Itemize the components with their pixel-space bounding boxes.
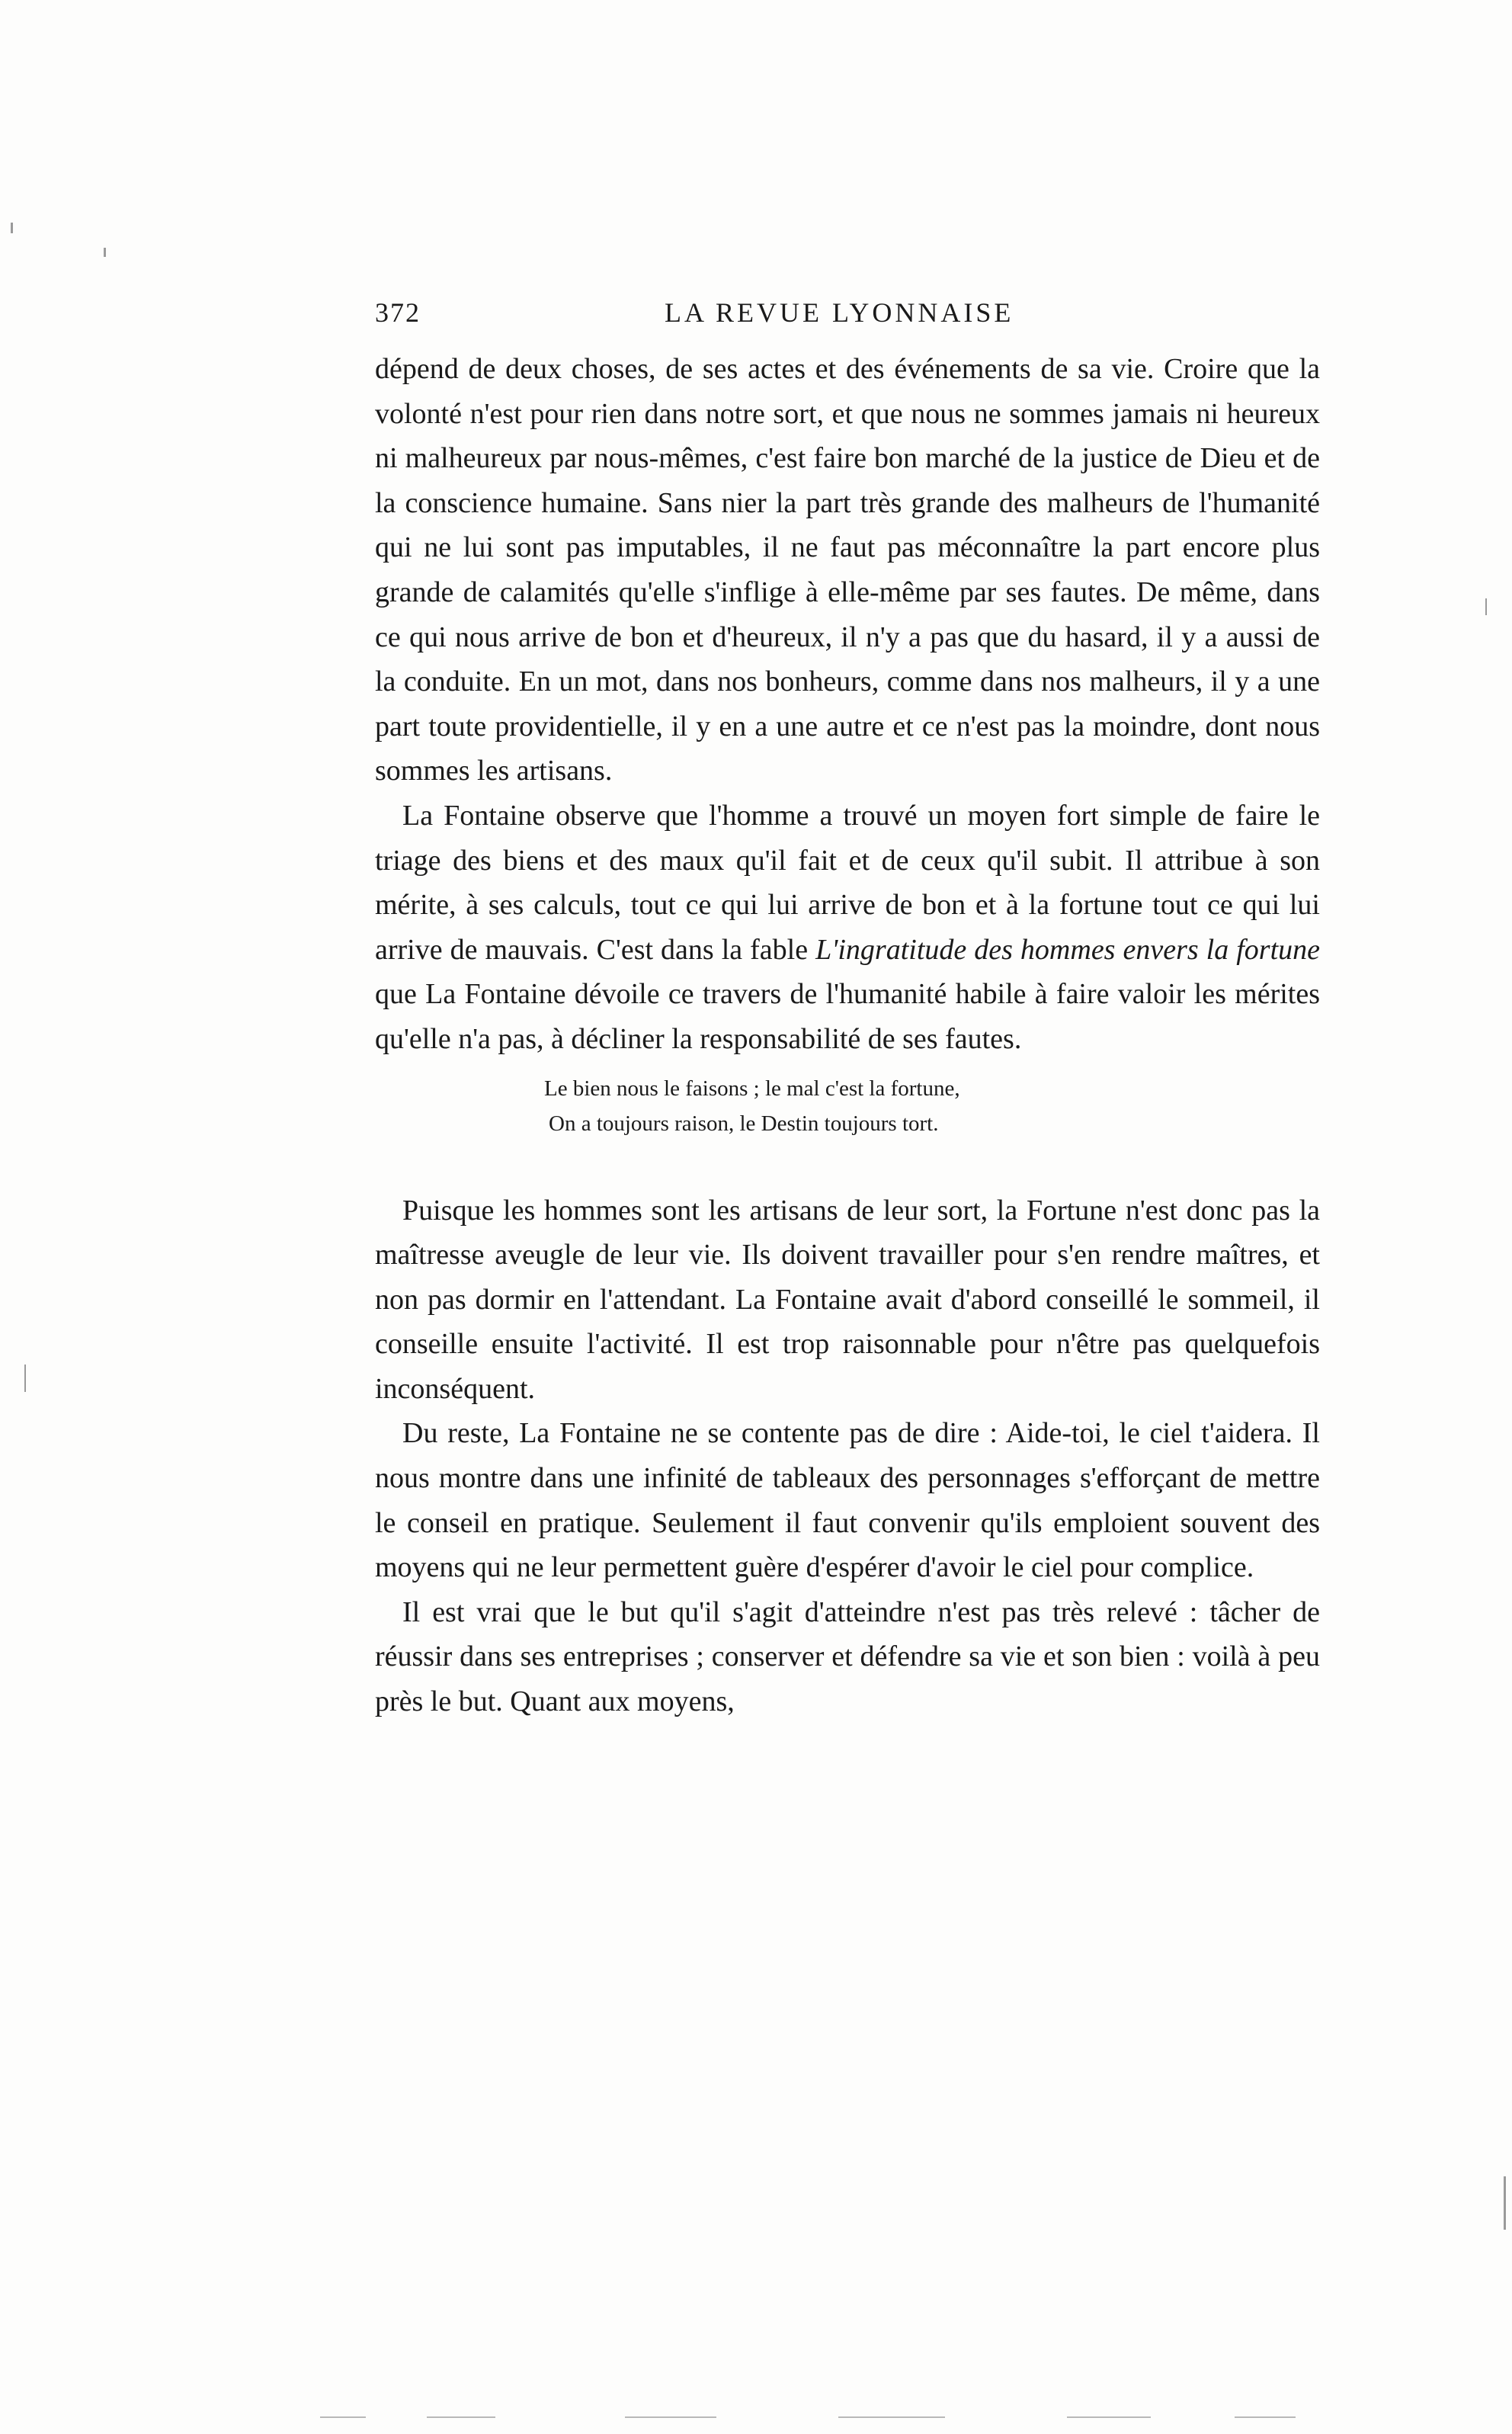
paragraph-4: Du reste, La Fontaine ne se contente pas de dire : Aide-toi, le ciel t'aidera. Il nous montre dans une infinité de tableaux des personnages s'efforçant de mettre le conseil en pratique. Seulement il faut convenir qu'ils emploient souvent des moyens qui ne leur permettent guère d'espérer d'avoir le ciel pour complice. [375, 1417, 1320, 1584]
scan-dash-6 [1235, 2416, 1296, 2418]
paragraph-2 [375, 794, 1320, 1062]
fable-title: L'ingratitude des hommes envers la fortune [815, 933, 1321, 966]
article-body [375, 347, 1320, 1724]
scan-mark-left-1 [11, 223, 13, 233]
verse-line-1: Le bien nous le faisons ; le mal c'est la fortune, [544, 1076, 960, 1101]
paragraph-3: Puisque les hommes sont les artisans de leur sort, la Fortune n'est donc pas la maîtresse aveugle de leur vie. Ils doivent travailler pour s'en rendre maîtres, et non pas dormir en l'attendant. La Fontaine avait d'abord conseillé le sommeil, il conseille ensuite l'activité. Il est trop raisonnable pour n'être pas quelquefois inconséquent. [375, 1194, 1320, 1405]
scan-dash-1 [320, 2416, 366, 2418]
verse-line-2: On a toujours raison, le Destin toujours tort. [549, 1111, 939, 1136]
scan-mark-right-1 [1485, 598, 1487, 615]
paragraph-5: Il est vrai que le but qu'il s'agit d'atteindre n'est pas très relevé : tâcher de réussir dans ses entreprises ; conserver et défendre sa vie et son bien : voilà à peu près le but. Quant aux moyens, [375, 1595, 1320, 1718]
verse-quote [375, 1071, 1320, 1141]
scan-dash-3 [625, 2416, 716, 2418]
page-header [375, 293, 1320, 332]
page-number: 372 [375, 297, 421, 328]
scan-dash-4 [838, 2416, 945, 2418]
scan-mark-right-2 [1504, 2176, 1506, 2230]
paragraph-1: dépend de deux choses, de ses actes et des événements de sa vie. Croire que la volonté n'est pour rien dans notre sort, et que nous ne sommes jamais ni heureux ni malheureux par nous-mêmes, c'est faire bon marché de la justice de Dieu et de la conscience humaine. Sans nier la part très grande des malheurs de l'humanité qui ne lui sont pas imputables, il ne faut pas méconnaître la part encore plus grande de calamités qu'elle s'inflige à elle-même par ses fautes. De même, dans ce qui nous arrive de bon et d'heureux, il n'y a pas que du hasard, il y a aussi de la conduite. En un mot, dans nos bonheurs, comme dans nos malheurs, il y a une part toute providentielle, il y en a une autre et ce n'est pas la moindre, dont nous sommes les artisans. [375, 353, 1320, 787]
paragraph-2-continuation: que La Fontaine dévoile ce travers de l'humanité habile à faire valoir les mérites qu'elle n'a pas, à décliner la responsabilité de ses fautes. [375, 978, 1320, 1055]
paragraph-2-text: La Fontaine observe que l'homme a trouvé un moyen fort simple de faire le triage des biens et des maux qu'il fait et de ceux qu'il subit. Il attribue à son mérite, à ses calculs, tout ce qui lui arrive de bon et à la fortune tout ce qui lui arrive de mauvais. C'est dans la fable [375, 799, 1320, 966]
running-title: LA REVUE LYONNAISE [665, 297, 1014, 328]
scan-dash-2 [427, 2416, 495, 2418]
scan-mark-left-2 [104, 248, 106, 257]
scan-mark-left-3 [24, 1365, 26, 1392]
scan-dash-5 [1067, 2416, 1151, 2418]
